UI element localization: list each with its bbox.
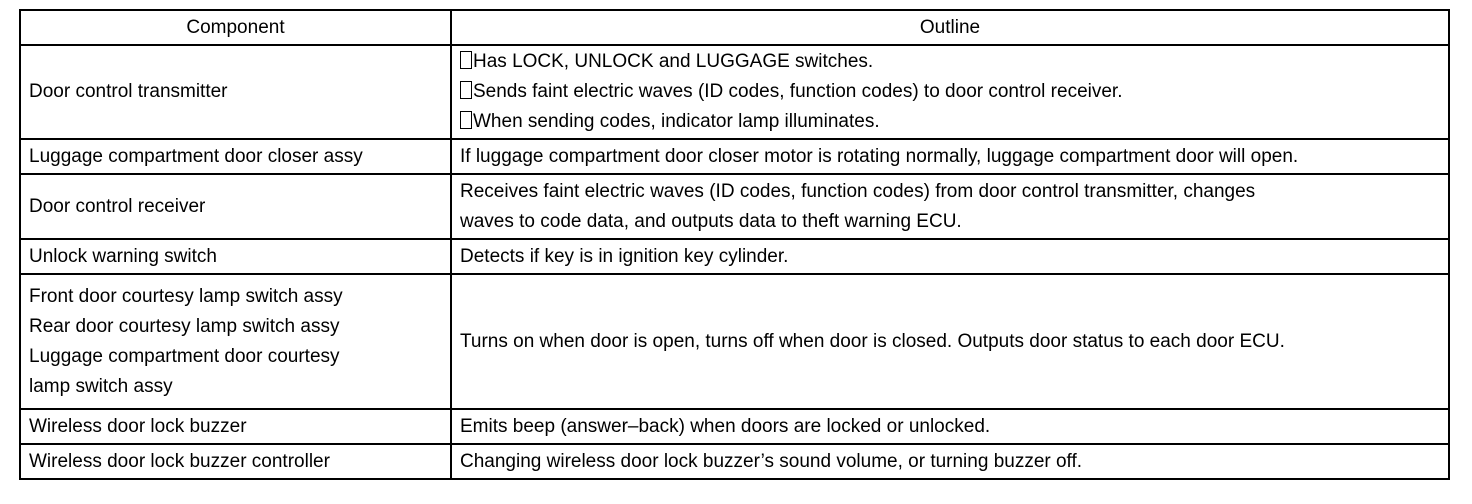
component-text: Unlock warning switch [29, 245, 217, 267]
component-outline-table [19, 9, 1450, 480]
table-row [20, 274, 1449, 409]
component-text: Wireless door lock buzzer controller [29, 450, 330, 472]
component-cell [20, 409, 451, 444]
component-text: Door control receiver [29, 195, 206, 217]
table-row [20, 45, 1449, 139]
component-text: lamp switch assy [29, 375, 173, 397]
component-text: Luggage compartment door closer assy [29, 145, 363, 167]
component-cell [20, 45, 451, 139]
header-outline: Outline [451, 10, 1449, 45]
outline-text: Emits beep (answer–back) when doors are locked or unlocked. [460, 415, 991, 437]
outline-text: Sends faint electric waves (ID codes, function codes) to door control receiver. [473, 81, 1123, 102]
table-row [20, 139, 1449, 174]
component-text: Rear door courtesy lamp switch assy [29, 315, 340, 337]
outline-cell [451, 174, 1449, 239]
outline-text: Changing wireless door lock buzzer’s sound volume, or turning buzzer off. [460, 450, 1083, 472]
table-row [20, 444, 1449, 479]
outline-bullet-item [460, 77, 1440, 107]
header-row [20, 10, 1449, 45]
component-text: Luggage compartment door courtesy [29, 345, 340, 367]
component-text: Door control transmitter [29, 81, 228, 102]
component-cell [20, 239, 451, 274]
outline-bullet-item [460, 107, 1440, 137]
outline-cell [451, 274, 1449, 409]
bullet-box-icon [460, 111, 472, 129]
outline-cell [451, 45, 1449, 139]
component-text: Front door courtesy lamp switch assy [29, 285, 343, 307]
outline-text: If luggage compartment door closer motor is rotating normally, luggage compartment door will open. [460, 145, 1299, 167]
outline-cell [451, 444, 1449, 479]
outline-cell [451, 139, 1449, 174]
header-component: Component [20, 10, 451, 45]
table-row [20, 409, 1449, 444]
outline-text: When sending codes, indicator lamp illuminates. [473, 111, 880, 132]
outline-text: waves to code data, and outputs data to theft warning ECU. [460, 210, 962, 232]
component-cell [20, 274, 451, 409]
table-row [20, 174, 1449, 239]
outline-cell [451, 239, 1449, 274]
bullet-box-icon [460, 51, 472, 69]
outline-bullet-item [460, 47, 1440, 77]
bullet-box-icon [460, 81, 472, 99]
component-cell [20, 174, 451, 239]
component-text: Wireless door lock buzzer [29, 415, 247, 437]
outline-cell [451, 409, 1449, 444]
outline-text: Turns on when door is open, turns off when door is closed. Outputs door status to each door ECU. [460, 330, 1285, 352]
outline-text: Receives faint electric waves (ID codes, function codes) from door control transmitter, changes [460, 180, 1256, 202]
outline-text: Has LOCK, UNLOCK and LUGGAGE switches. [473, 51, 874, 72]
table-row [20, 239, 1449, 274]
outline-text: Detects if key is in ignition key cylinder. [460, 245, 789, 267]
component-cell [20, 139, 451, 174]
component-cell [20, 444, 451, 479]
